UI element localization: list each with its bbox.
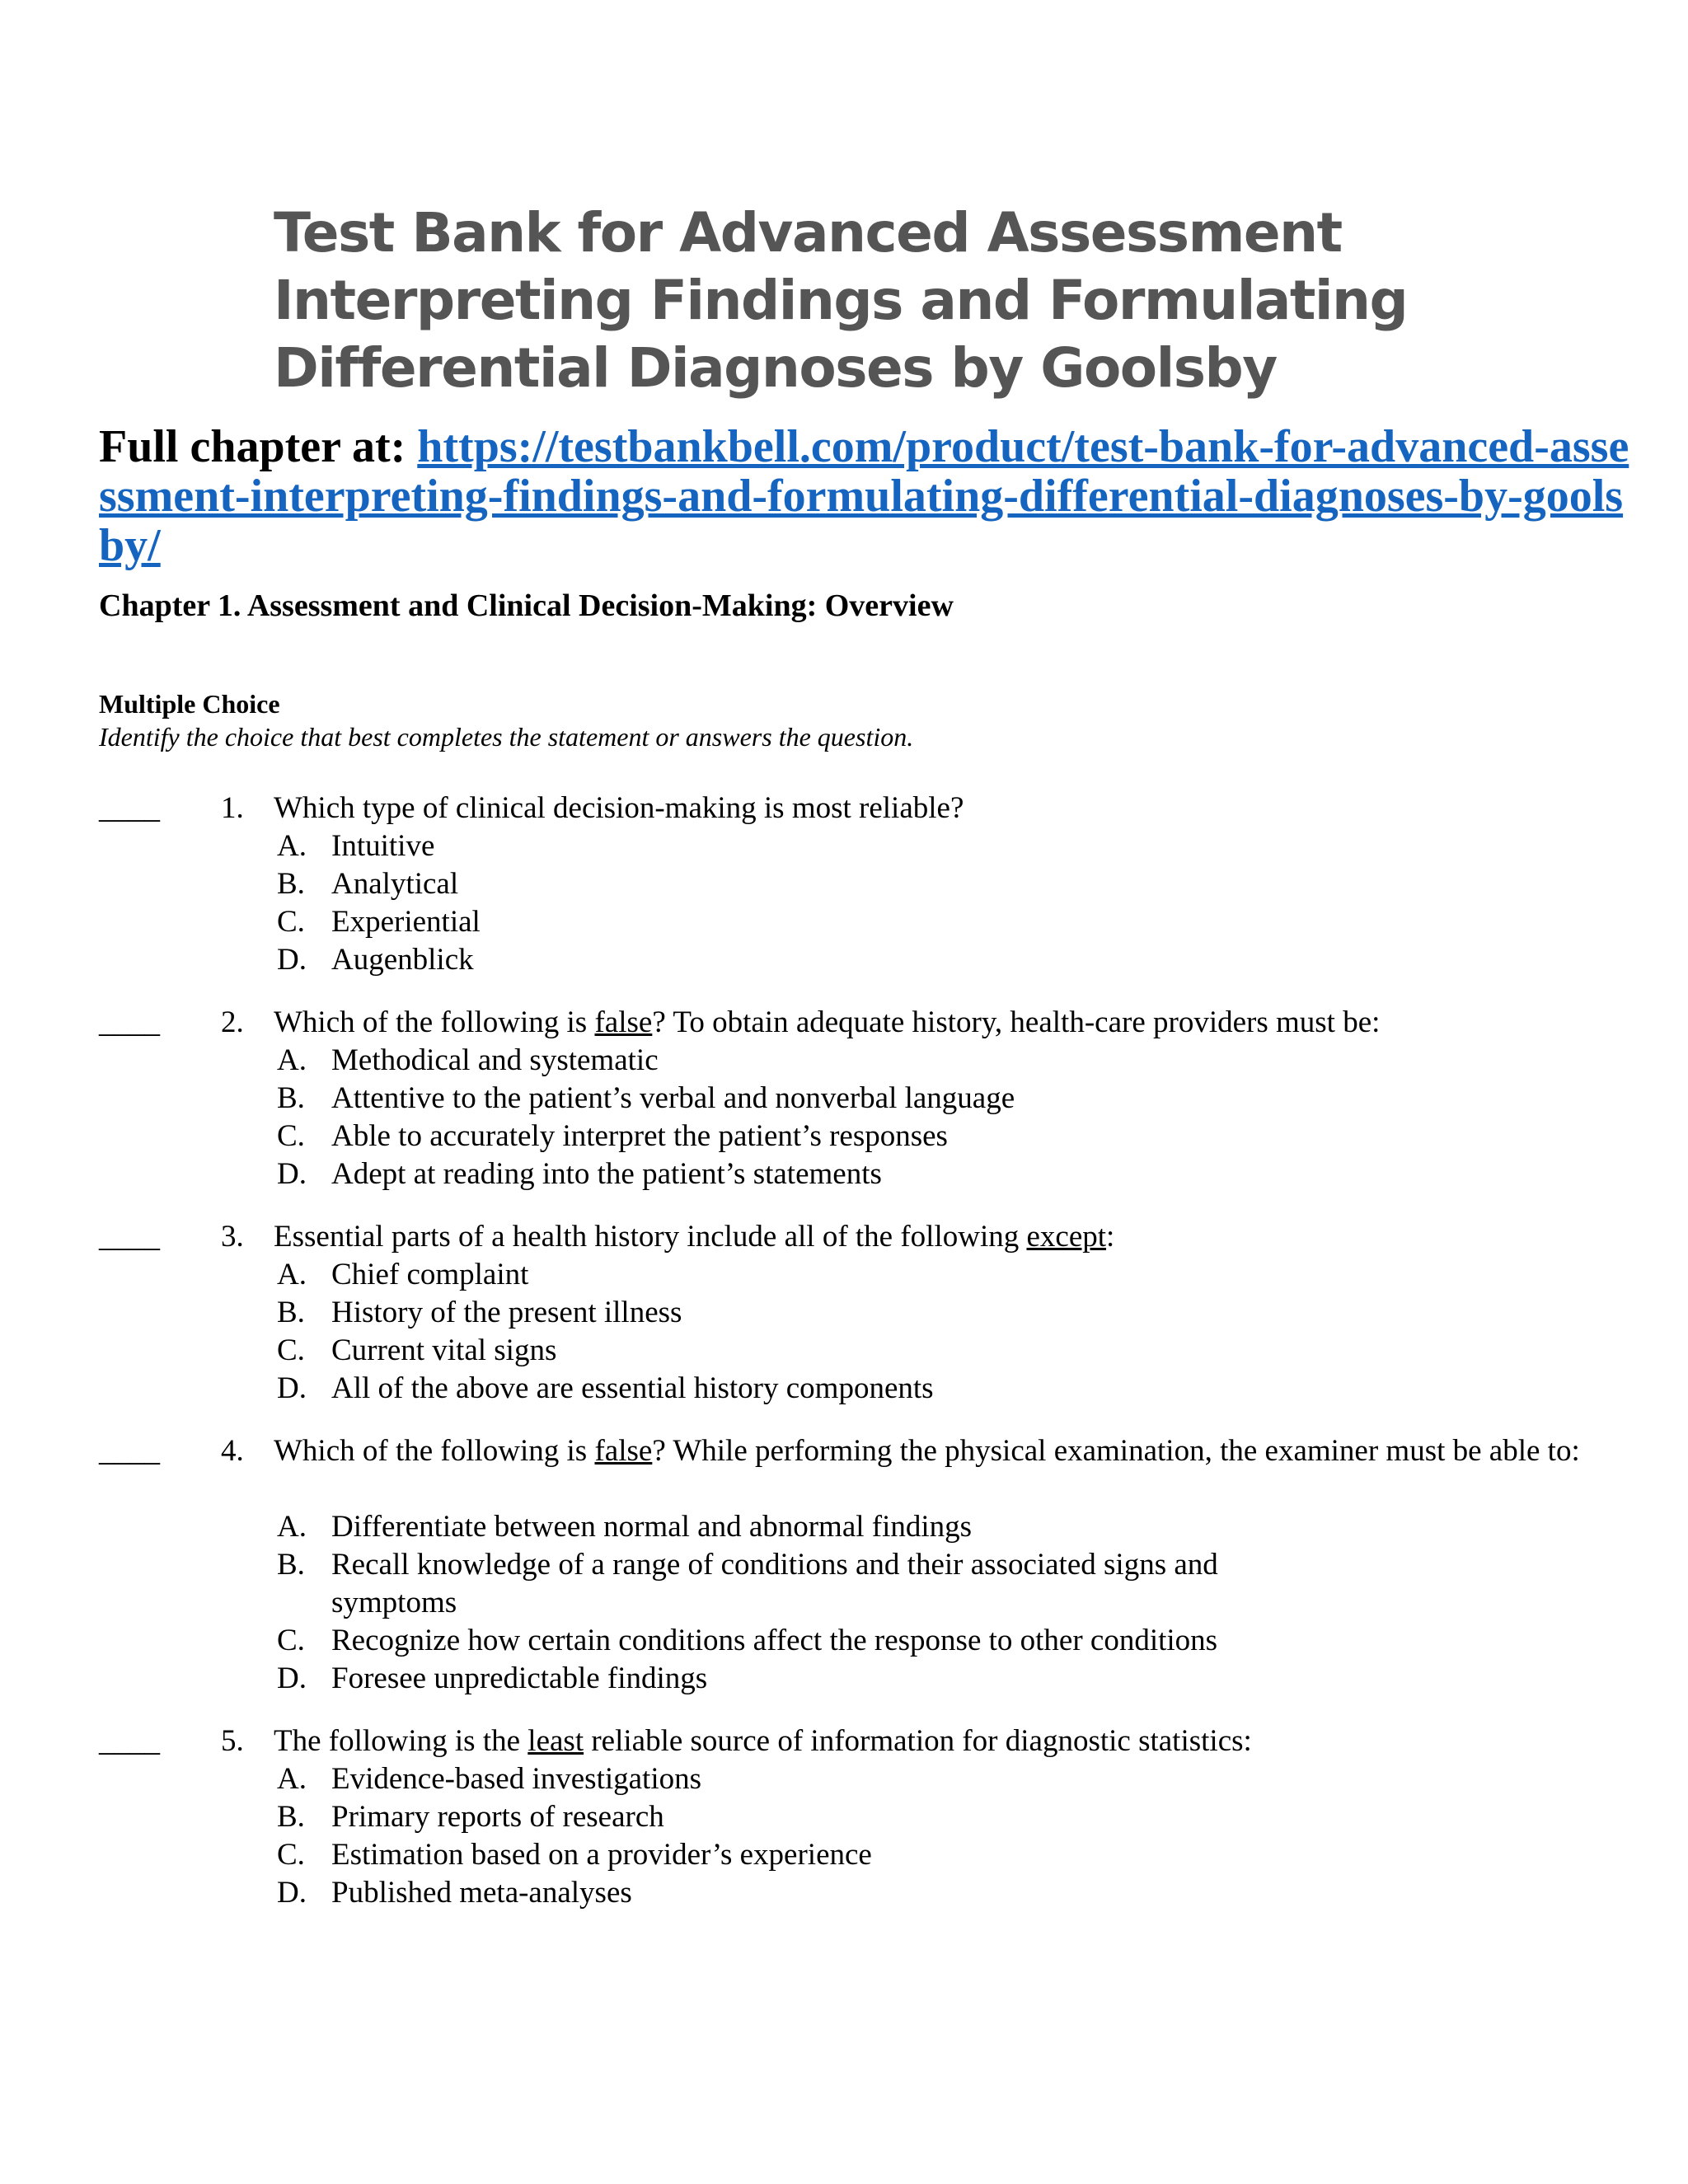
answer-blank[interactable]: ____ [99,1724,160,1758]
choice-letter: A. [277,829,307,863]
choice-letter: C. [277,905,305,939]
section-heading: Multiple Choice [99,689,280,719]
question-number: 2. [221,1005,244,1039]
choice-letter: A. [277,1762,307,1796]
answer-blank[interactable]: ____ [99,1005,160,1039]
choice-text: Recall knowledge of a range of conditions and their associated signs and symptoms [331,1548,1218,1619]
choice-text: Able to accurately interpret the patient’s responses [331,1119,948,1153]
full-chapter-link[interactable]: https://testbankbell.com/product/test-bank-for-advanced-assessment-interpreting-findings-and-formulating-differential-diagnoses-by-goolsby/ [99,421,1629,571]
choice-text: Foresee unpredictable findings [331,1661,708,1695]
choice-text: Recognize how certain conditions affect the response to other conditions [331,1624,1218,1657]
choice-text: Primary reports of research [331,1800,664,1834]
choice-letter: D. [277,1661,307,1695]
choice-text: Augenblick [331,943,474,977]
choice-text: All of the above are essential history components [331,1371,934,1405]
full-chapter-label: Full chapter at: [99,421,406,472]
choice-text: Experiential [331,905,481,939]
choice-text: Evidence-based investigations [331,1762,702,1796]
choice-letter: B. [277,1081,305,1115]
choice-text: Intuitive [331,829,435,863]
choice-letter: B. [277,1548,305,1582]
document-title: Test Bank for Advanced Assessment Interpreting Findings and Formulating Differential Diagnoses by Goolsby [274,201,1408,400]
choice-letter: A. [277,1510,307,1544]
choice-letter: B. [277,1800,305,1834]
choice-letter: D. [277,1371,307,1405]
choice-text: Differentiate between normal and abnormal findings [331,1510,973,1544]
question-stem: The following is the least reliable source of information for diagnostic statistics: [274,1724,1252,1758]
choice-text: Methodical and systematic [331,1043,659,1077]
choice-text: Chief complaint [331,1258,529,1291]
choice-letter: D. [277,1876,307,1910]
choice-letter: A. [277,1258,307,1291]
question-number: 4. [221,1434,244,1468]
choice-letter: A. [277,1043,307,1077]
question-stem: Which type of clinical decision-making is most reliable? [274,791,964,825]
question-stem: Essential parts of a health history include all of the following except: [274,1220,1115,1254]
question-stem: Which of the following is false? While performing the physical examination, the examiner must be able to: [274,1434,1580,1468]
answer-blank[interactable]: ____ [99,791,160,825]
choice-text: Attentive to the patient’s verbal and nonverbal language [331,1081,1015,1115]
choice-text: Current vital signs [331,1333,557,1367]
choice-text: Analytical [331,867,459,901]
choice-letter: B. [277,1296,305,1329]
question-number: 5. [221,1724,244,1758]
choice-letter: B. [277,867,305,901]
choice-letter: C. [277,1838,305,1872]
section-instructions: Identify the choice that best completes the statement or answers the question. [99,722,914,752]
question-number: 1. [221,791,244,825]
chapter-heading: Chapter 1. Assessment and Clinical Decision-Making: Overview [99,588,954,623]
choice-letter: D. [277,943,307,977]
choice-letter: D. [277,1157,307,1191]
choice-text: Published meta-analyses [331,1876,632,1910]
choice-letter: C. [277,1119,305,1153]
answer-blank[interactable]: ____ [99,1434,160,1468]
choice-letter: C. [277,1624,305,1657]
choice-text: Estimation based on a provider’s experience [331,1838,872,1872]
choice-text: Adept at reading into the patient’s statements [331,1157,882,1191]
question-stem: Which of the following is false? To obtain adequate history, health-care providers must be: [274,1005,1381,1039]
choice-text: History of the present illness [331,1296,682,1329]
choice-letter: C. [277,1333,305,1367]
question-number: 3. [221,1220,244,1254]
answer-blank[interactable]: ____ [99,1220,160,1254]
full-chapter-line [99,422,1632,570]
